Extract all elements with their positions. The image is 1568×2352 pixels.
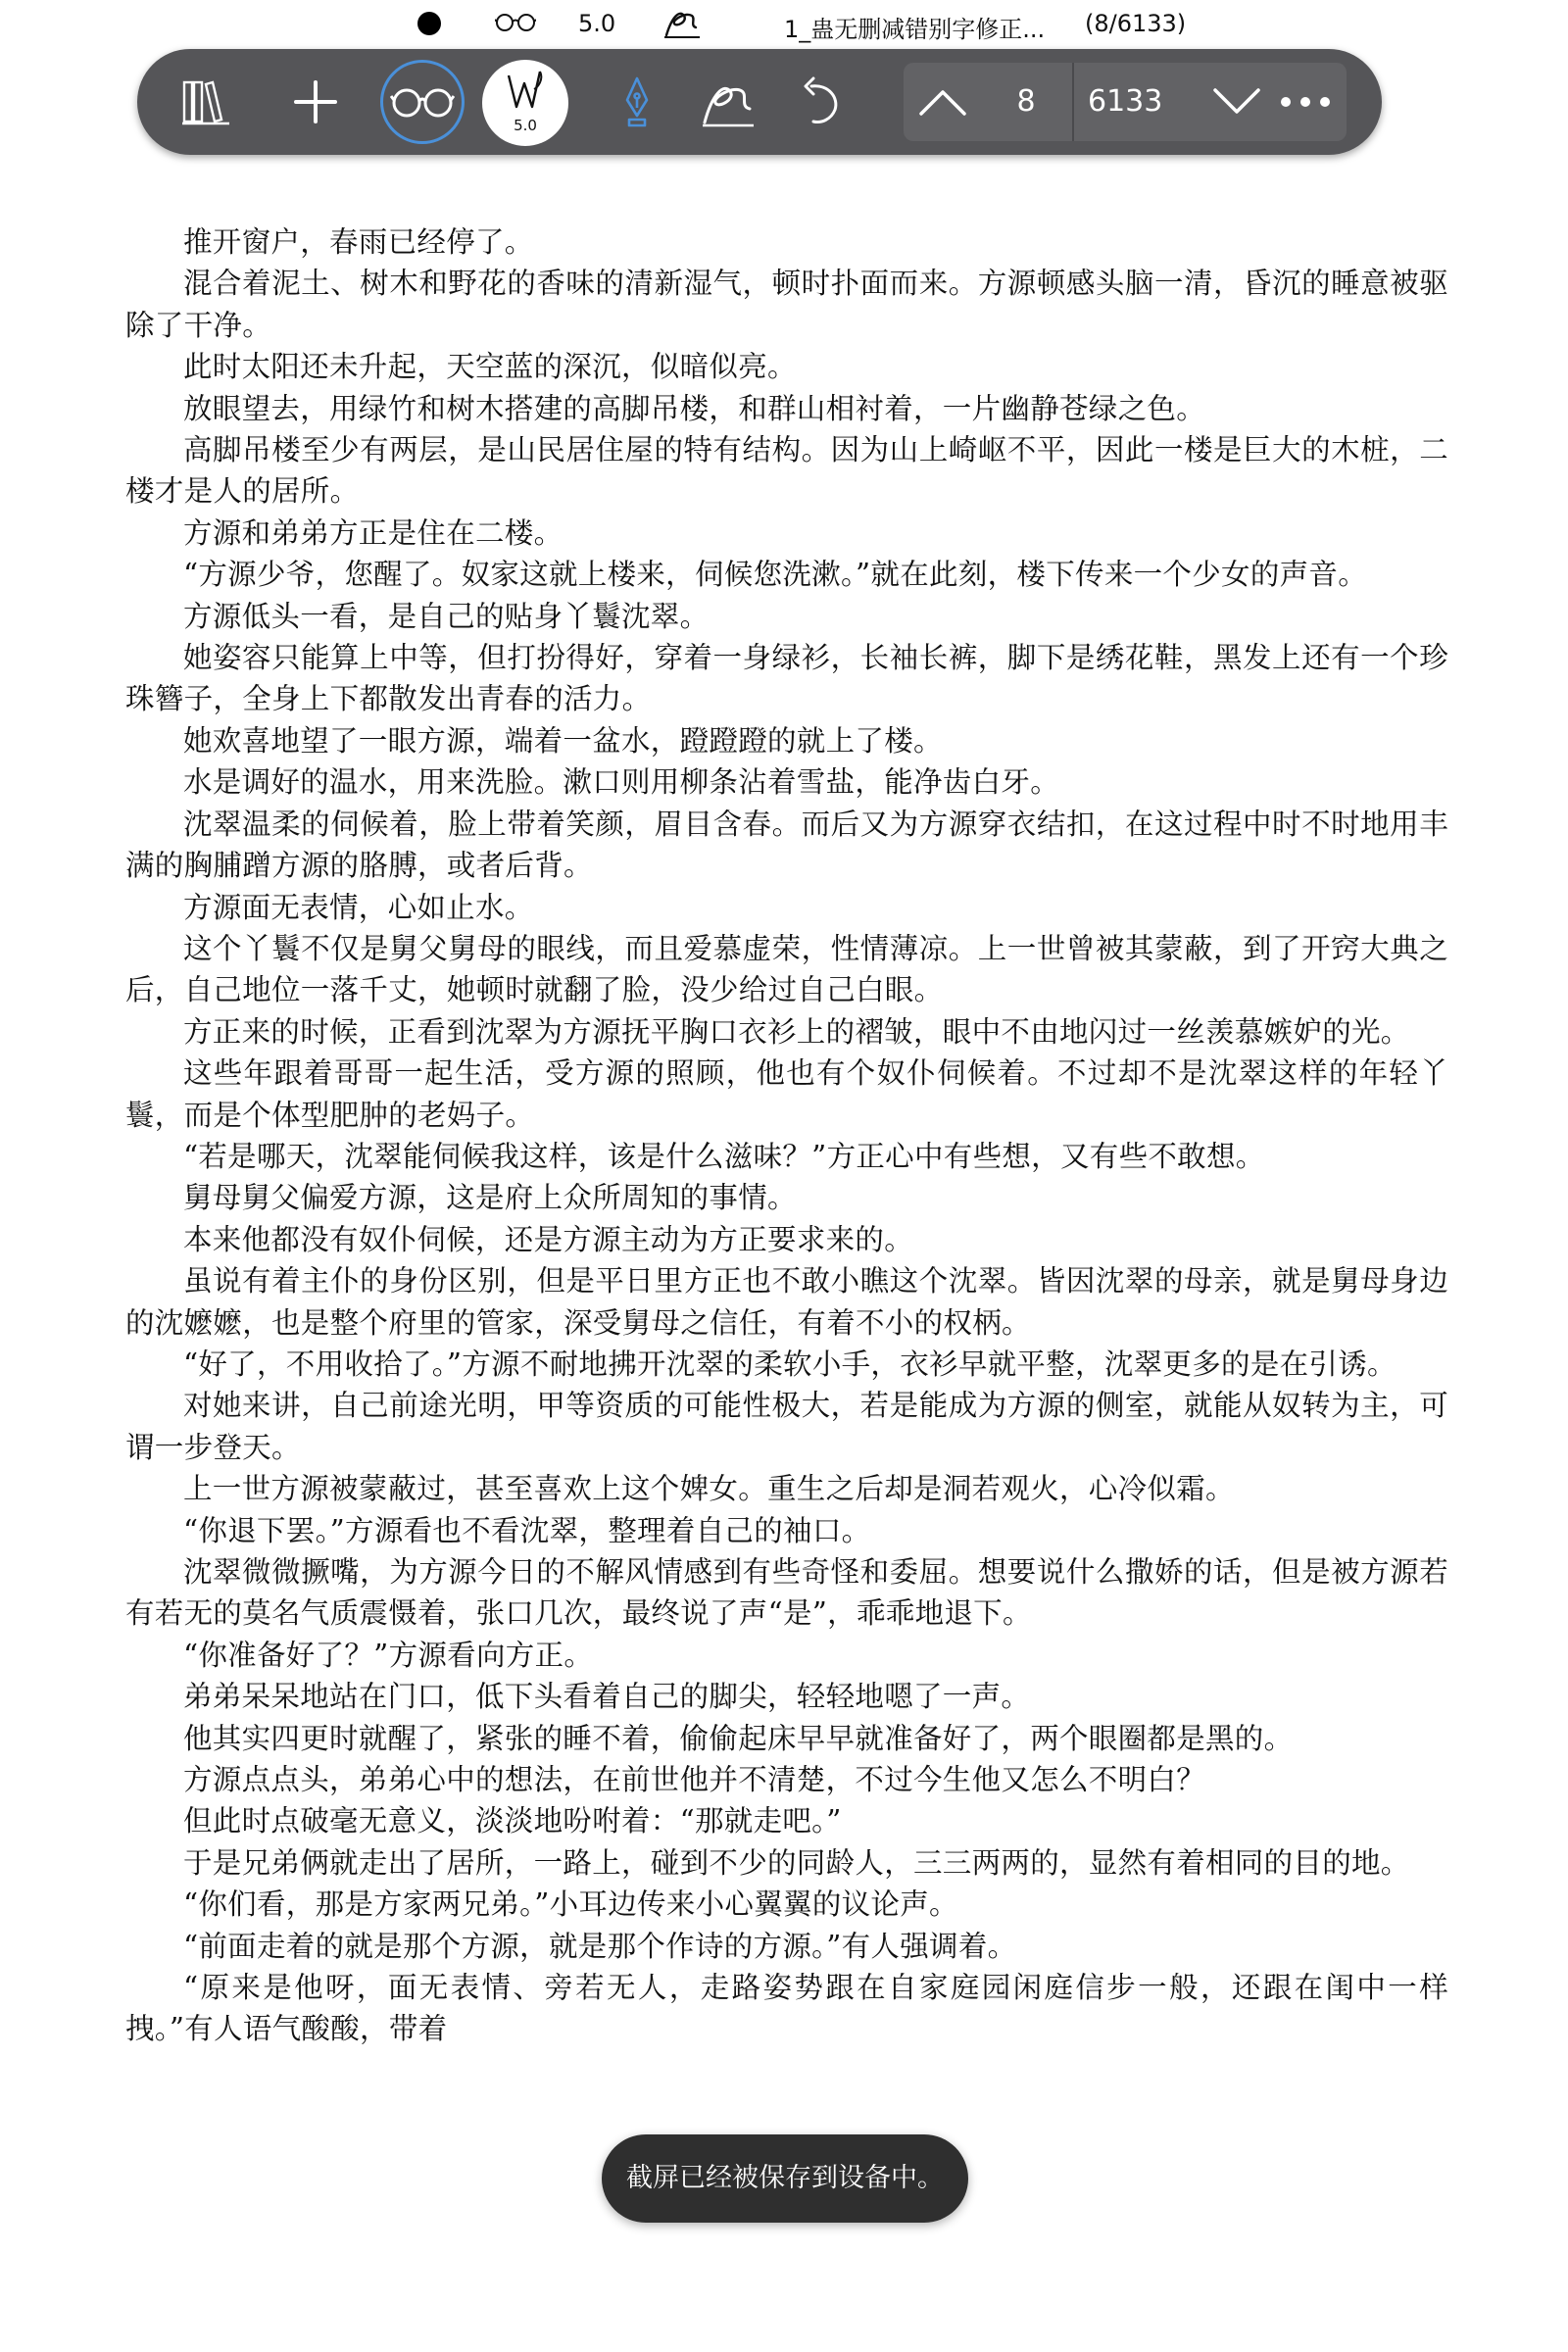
paragraph: 于是兄弟俩就走出了居所，一路上，碰到不少的同龄人，三三两两的，显然有着相同的目的地。: [183, 1845, 1410, 1880]
paragraph: 方源点点头，弟弟心中的想法，在前世他并不清楚，不过今生他又怎么不明白？: [183, 1763, 1206, 1797]
document-title: 1_蛊无删减错别字修正...: [784, 16, 1046, 43]
paragraph: “原来是他呀，面无表情、旁若无人，走路姿势跟在自家庭园闲庭信步一般，还跟在闺中一样拽。”有人语气酸酸，带着: [125, 1971, 1448, 2046]
paragraph: 他其实四更时就醒了，紧张的睡不着，偷偷起床早早就准备好了，两个眼圈都是黑的。: [183, 1721, 1294, 1755]
paragraph: “你准备好了？”方源看向方正。: [183, 1638, 594, 1672]
paragraph: 对她来讲，自己前途光明，甲等资质的可能性极大，若是能成为方源的侧室，就能从奴转为主，可谓一步登天。: [125, 1389, 1448, 1464]
status-bar: [0, 0, 1568, 47]
paragraph: 本来他都没有奴仆伺候，还是方源主动为方正要求来的。: [183, 1222, 914, 1256]
reader-toolbar: [137, 49, 1382, 155]
signature-icon: [699, 75, 758, 128]
chevron-down-icon: [1211, 86, 1262, 118]
paragraph: “前面走着的就是那个方源，就是那个作诗的方源。”有人强调着。: [183, 1929, 1017, 1963]
paragraph: 舅母舅父偏爱方源，这是府上众所周知的事情。: [183, 1181, 797, 1215]
more-icon: [1276, 92, 1335, 112]
add-button[interactable]: [284, 71, 347, 133]
library-icon: [178, 74, 233, 129]
paragraph: 上一世方源被蒙蔽过，甚至喜欢上这个婢女。重生之后却是洞若观火，心冷似霜。: [183, 1472, 1235, 1506]
paragraph: 沈翠微微撅嘴，为方源今日的不解风情感到有些奇怪和委屈。想要说什么撒娇的话，但是被方源若有若无的莫名气质震慑着，张口几次，最终说了声“是”，乖乖地退下。: [125, 1555, 1448, 1631]
glasses-icon: [495, 10, 536, 41]
plus-icon: [290, 76, 341, 127]
paragraph: 这个丫鬟不仅是舅父舅母的眼线，而且爱慕虚荣，性情薄凉。上一世曾被其蒙蔽，到了开窍大典之后，自己地位一落千丈，她顿时就翻了脸，没少给过自己白眼。: [125, 931, 1448, 1007]
paragraph: 这些年跟着哥哥一起生活，受方源的照顾，他也有个奴仆伺候着。不过却不是沈翠这样的年轻丫鬟，而是个体型肥肿的老妈子。: [125, 1056, 1448, 1132]
current-page-input[interactable]: 8: [1016, 84, 1036, 119]
total-pages: 6133: [1088, 84, 1163, 119]
paragraph: 她欢喜地望了一眼方源，端着一盆水，蹬蹬蹬的就上了楼。: [183, 723, 943, 758]
style-zoom-label: 5.0: [514, 117, 537, 134]
paragraph: 放眼望去，用绿竹和树木搭建的高脚吊楼，和群山相衬着，一片幽静苍绿之色。: [183, 391, 1206, 425]
page-text: [125, 221, 1448, 2050]
fountain-pen-icon: [617, 74, 657, 129]
paragraph: 虽说有着主仆的身份区别，但是平日里方正也不敢小瞧这个沈翠。皆因沈翠的母亲，就是舅母身边的沈嬷嬷，也是整个府里的管家，深受舅母之信任，有着不小的权柄。: [125, 1264, 1448, 1340]
toast-message: 截屏已经被保存到设备中。: [602, 2134, 968, 2223]
paragraph: 沈翠温柔的伺候着，脸上带着笑颜，眉目含春。而后又为方源穿衣结扣，在这过程中时不时地用丰满的胸脯蹭方源的胳膊，或者后背。: [125, 807, 1448, 883]
paragraph: 推开窗户，春雨已经停了。: [183, 225, 534, 259]
paragraph: “你们看，那是方家两兄弟。”小耳边传来小心翼翼的议论声。: [183, 1887, 958, 1922]
paragraph: 方源低头一看，是自己的贴身丫鬟沈翠。: [183, 599, 710, 633]
paragraph: 此时太阳还未升起，天空蓝的深沉，似暗似亮。: [183, 350, 797, 384]
glasses-icon: [390, 82, 455, 122]
page-divider: [1072, 63, 1074, 141]
more-button[interactable]: [1266, 71, 1345, 133]
pen-style-button[interactable]: [482, 60, 568, 146]
undo-icon: [800, 76, 843, 127]
reading-mode-button[interactable]: [380, 60, 465, 144]
paragraph: 她姿容只能算上中等，但打扮得好，穿着一身绿衫，长袖长裤，脚下是绣花鞋，黑发上还有一个珍珠簪子，全身上下都散发出青春的活力。: [125, 641, 1448, 716]
page-dropdown-button[interactable]: [1198, 63, 1276, 141]
paragraph: “你退下罢。”方源看也不看沈翠，整理着自己的袖口。: [183, 1513, 871, 1547]
paragraph: “若是哪天，沈翠能伺候我这样，该是什么滋味？”方正心中有些想，又有些不敢想。: [183, 1139, 1265, 1173]
paragraph: “方源少爷，您醒了。奴家这就上楼来，伺候您洗漱。”就在此刻，楼下传来一个少女的声音。: [183, 558, 1368, 592]
paragraph: 方正来的时候，正看到沈翠为方源抚平胸口衣衫上的褶皱，眼中不由地闪过一丝羡慕嫉妒的光。: [183, 1014, 1410, 1049]
previous-page-button[interactable]: [904, 63, 982, 141]
page-indicator: (8/6133): [1085, 10, 1187, 37]
paragraph: 高脚吊楼至少有两层，是山民居住屋的特有结构。因为山上崎岖不平，因此一楼是巨大的木桩，二楼才是人的居所。: [125, 433, 1448, 509]
paragraph: 混合着泥土、树木和野花的香味的清新湿气，顿时扑面而来。方源顿感头脑一清，昏沉的睡意被驱除了干净。: [125, 267, 1448, 342]
library-button[interactable]: [174, 71, 237, 133]
paragraph: 弟弟呆呆地站在门口，低下头看着自己的脚尖，轻轻地嗯了一声。: [183, 1680, 1031, 1714]
paragraph: 但此时点破毫无意义，淡淡地吩咐着：“那就走吧。”: [183, 1804, 842, 1838]
paragraph: 方源面无表情，心如止水。: [183, 890, 534, 924]
paragraph: 水是调好的温水，用来洗脸。漱口则用柳条沾着雪盐，能净齿白牙。: [183, 765, 1060, 800]
signature-icon: [662, 6, 702, 45]
undo-button[interactable]: [792, 71, 851, 133]
paragraph: 方源和弟弟方正是住在二楼。: [183, 515, 564, 550]
recording-dot-icon: [417, 12, 441, 35]
status-zoom: 5.0: [578, 10, 616, 37]
chevron-up-icon: [917, 86, 968, 118]
signature-button[interactable]: [694, 71, 762, 133]
pen-button[interactable]: [606, 71, 668, 133]
pen-style-icon: [501, 68, 550, 117]
paragraph: “好了，不用收拾了。”方源不耐地拂开沈翠的柔软小手，衣衫早就平整，沈翠更多的是在引诱。: [183, 1347, 1396, 1381]
